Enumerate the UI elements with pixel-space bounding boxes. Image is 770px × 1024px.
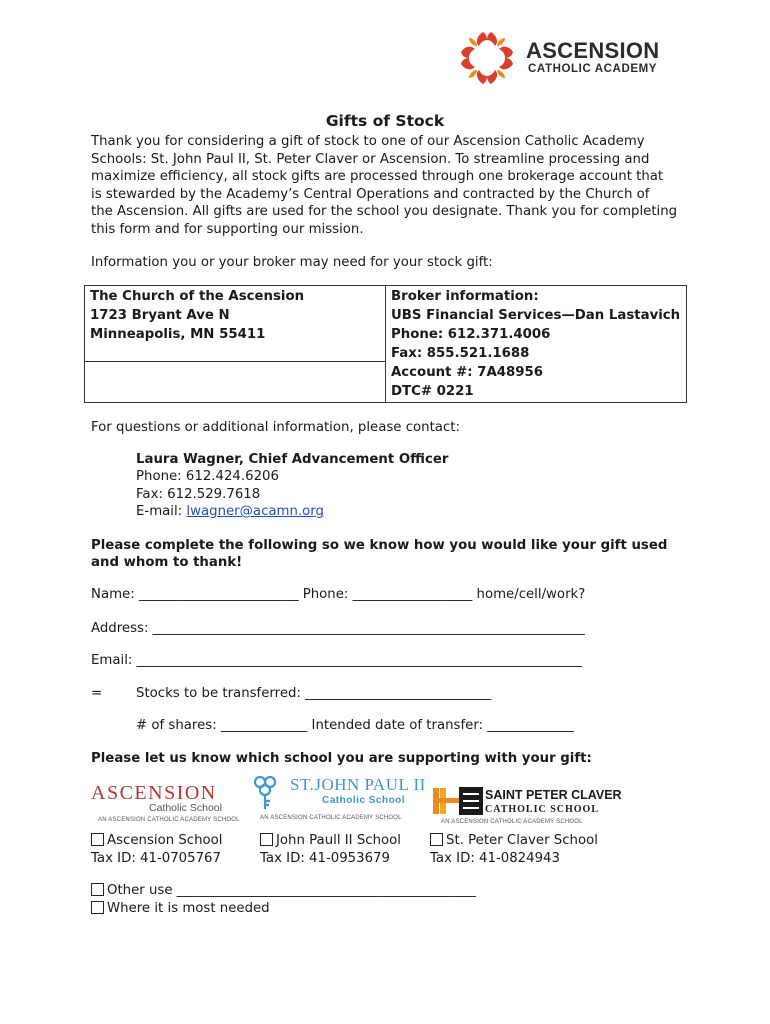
ascension-school-logo-name: ASCENSION	[91, 782, 217, 804]
address-line[interactable]: Address: _________________________________________________________________	[91, 621, 585, 636]
school-tax-id: Tax ID: 41-0705767	[91, 851, 221, 866]
page-title: Gifts of Stock	[325, 112, 445, 130]
contact-name: Laura Wagner, Chief Advancement Officer	[136, 452, 449, 467]
contact-phone: Phone: 612.424.6206	[136, 469, 279, 484]
school-option-ascension[interactable]	[91, 832, 223, 850]
most-needed-option[interactable]	[91, 900, 270, 918]
most-needed-label: Where it is most needed	[107, 901, 270, 916]
church-city: Minneapolis, MN 55411	[90, 327, 266, 342]
school-option-peter-claver[interactable]	[430, 832, 598, 850]
key-icon	[251, 773, 289, 811]
ascension-academy-logo-mark	[457, 30, 517, 86]
name-phone-line[interactable]: Name: ________________________ Phone: __________________ home/cell/work?	[91, 587, 586, 602]
bullet-symbol: =	[91, 686, 103, 701]
email-link[interactable]: lwagner@acamn.org	[186, 504, 324, 519]
jp-school-logo-name: ST.JOHN PAUL II	[290, 775, 426, 794]
intro-line: maximize efficiency, all stock gifts are processed through one brokerage account that	[91, 169, 664, 184]
form-heading-2: and whom to thank!	[91, 555, 243, 570]
broker-firm: UBS Financial Services—Dan Lastavich	[391, 308, 681, 323]
broker-phone: Phone: 612.371.4006	[391, 327, 551, 342]
broker-fax: Fax: 855.521.1688	[391, 346, 530, 361]
ascension-school-logo-tag: AN ASCENSION CATHOLIC ACADEMY SCHOOL	[98, 817, 240, 823]
john-paul-checkbox[interactable]	[260, 833, 273, 846]
intro-line: Thank you for considering a gift of stock to one of our Ascension Catholic Academy	[91, 134, 645, 149]
broker-dtc: DTC# 0221	[391, 384, 474, 399]
school-tax-id: Tax ID: 41-0824943	[430, 851, 560, 866]
jp-school-logo-tag: AN ASCENSION CATHOLIC ACADEMY SCHOOL	[260, 815, 402, 821]
spc-school-logo-tag: AN ASCENSION CATHOLIC ACADEMY SCHOOL	[441, 819, 583, 825]
school-label: John Paull II School	[276, 833, 401, 848]
contact-intro: For questions or additional information, please contact:	[91, 420, 460, 435]
intro-line: Schools: St. John Paul II, St. Peter Claver or Ascension. To streamline processing and	[91, 151, 650, 167]
form-heading: Please complete the following so we know how you would like your gift used	[91, 538, 668, 553]
school-tax-id: Tax ID: 41-0953679	[260, 851, 390, 866]
email-label: E-mail:	[136, 504, 187, 519]
brand-name: ASCENSION	[526, 38, 660, 63]
school-label: St. Peter Claver School	[446, 833, 598, 848]
intro-paragraph	[91, 133, 677, 238]
brand-subtitle: CATHOLIC ACADEMY	[528, 63, 658, 75]
shares-line[interactable]: # of shares: _____________ Intended date of transfer: _____________	[136, 718, 574, 733]
broker-info-table	[84, 285, 687, 403]
contact-email-row	[136, 503, 324, 521]
spc-school-logo-sub: CATHOLIC SCHOOL	[485, 804, 599, 815]
other-use-label: Other use _____________________________________________	[107, 883, 476, 898]
church-name: The Church of the Ascension	[90, 289, 305, 304]
intro-line: this form and for supporting our mission.	[91, 221, 364, 237]
schools-heading: Please let us know which school you are supporting with your gift:	[91, 751, 592, 766]
ascension-school-logo-sub: Catholic School	[149, 802, 222, 814]
other-use-option[interactable]	[91, 882, 476, 900]
school-label: Ascension School	[107, 833, 223, 848]
broker-cell	[386, 286, 687, 403]
broker-account: Account #: 7A48956	[391, 365, 543, 380]
spc-school-logo-name: SAINT PETER CLAVER	[485, 788, 622, 802]
intro-line: the Ascension. All gifts are used for the school you designate. Thank you for completing	[91, 204, 678, 219]
email-line[interactable]: Email: ___________________________________________________________________	[91, 653, 583, 668]
stocks-line[interactable]: Stocks to be transferred: ____________________________	[136, 686, 492, 701]
intro-line: is stewarded by the Academy’s Central Operations and contracted by the Church of	[91, 186, 650, 202]
saint-peter-claver-emblem-icon	[433, 786, 483, 816]
most-needed-checkbox[interactable]	[91, 901, 104, 914]
ascension-checkbox[interactable]	[91, 833, 104, 846]
peter-claver-checkbox[interactable]	[430, 833, 443, 846]
info-intro: Information you or your broker may need for your stock gift:	[91, 255, 493, 270]
jp-school-logo-sub: Catholic School	[322, 795, 406, 806]
school-option-john-paul[interactable]	[260, 832, 401, 850]
empty-cell	[85, 362, 386, 403]
church-street: 1723 Bryant Ave N	[90, 308, 230, 323]
other-use-checkbox[interactable]	[91, 883, 104, 896]
church-cell	[85, 286, 386, 362]
broker-heading: Broker information:	[391, 289, 539, 304]
contact-fax: Fax: 612.529.7618	[136, 487, 261, 502]
